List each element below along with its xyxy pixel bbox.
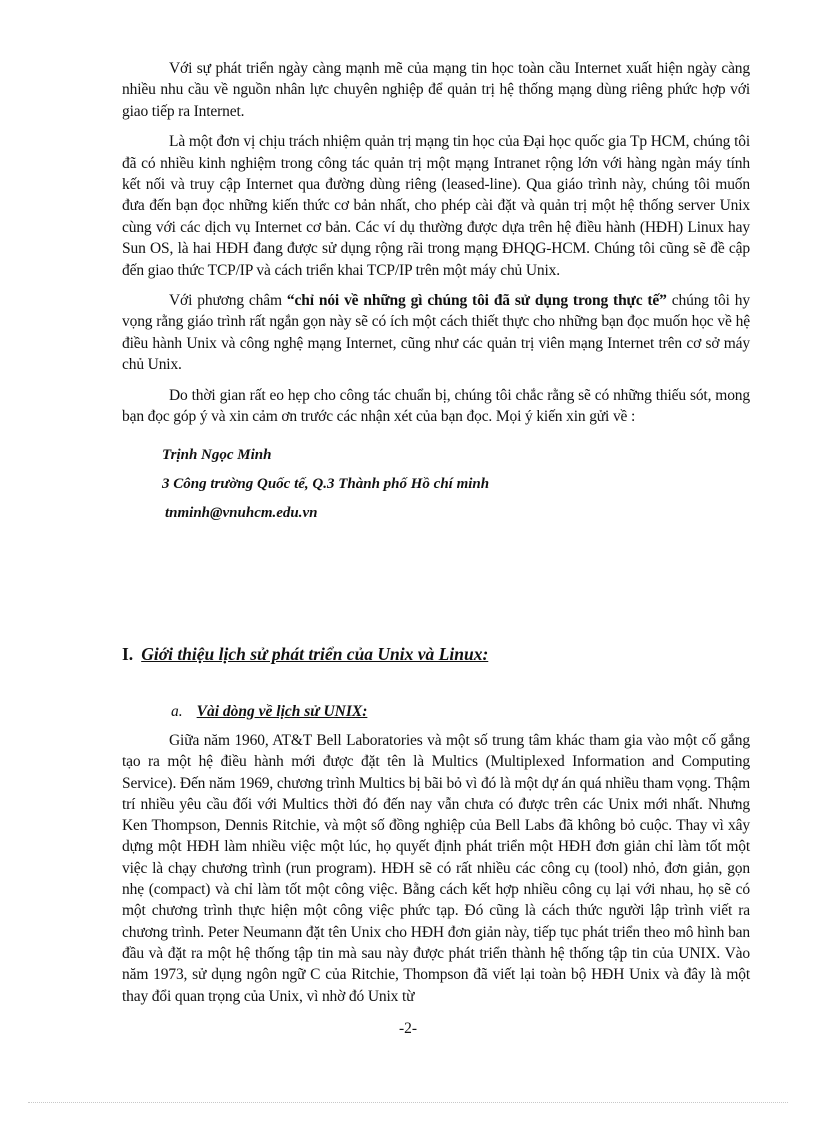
intro-paragraph-3-lead: Với phương châm xyxy=(169,292,287,310)
intro-paragraph-1: Với sự phát triển ngày càng mạnh mẽ của mạng tin học toàn cầu Internet xuất hiện ngày càng nhiều nhu cầu về nguồn nhân lực chuyên nghiệp để quản trị hệ thống mạng dùng riêng phức hợp với giao tiếp ra Internet. xyxy=(122,60,750,120)
subsection-title: Vài dòng về lịch sử UNIX: xyxy=(196,703,368,720)
subsection-heading xyxy=(171,703,367,721)
intro-paragraph-4: Do thời gian rất eo hẹp cho công tác chuẩn bị, chúng tôi chắc rằng sẽ có những thiếu sót, mong bạn đọc góp ý và xin cảm ơn trước các nhận xét của bạn đọc. Mọi ý kiến xin gửi về : xyxy=(122,386,750,426)
contact-email[interactable]: tnminh@vnuhcm.edu.vn xyxy=(165,504,318,521)
contact-address: 3 Công trường Quốc tế, Q.3 Thành phố Hồ chí minh xyxy=(162,475,490,492)
intro-paragraph-3 xyxy=(122,290,750,376)
preface-section xyxy=(122,58,750,533)
motto-quote: “chỉ nói về những gì chúng tôi đã sử dụng trong thực tế” xyxy=(286,292,667,310)
intro-paragraph-3-rest: chúng tôi hy vọng rằng giáo trình rất ngắn gọn này sẽ có ích một cách thiết thực cho những bạn đọc muốn học về hệ điều hành Unix và công nghệ mạng Internet, cũng như các quản trị viên mạng Internet trên cơ sở máy chủ Unix. xyxy=(122,292,750,374)
section-title: Giới thiệu lịch sử phát triển của Unix và Linux: xyxy=(141,644,489,664)
history-paragraph: Giữa năm 1960, AT&T Bell Laboratories và một số trung tâm khác tham gia vào một cố gắng tạo ra một hệ điều hành mới được đặt tên là Multics (Multiplexed Information and Computing Service). Đến năm 1969, chương trình Multics bị bãi bỏ vì đó là một dự án quá nhiều tham vọng. Thậm trí nhiều yêu cầu đối với Multics thời đó đến nay vẫn chưa có được trên các Unix mới nhất. Nhưng Ken Thompson, Dennis Ritchie, và một số đồng nghiệp của Bell Labs đã không bỏ cuộc. Thay vì xây dựng một HĐH làm nhiều việc một lúc, họ quyết định phát triển một HĐH đơn giản chỉ làm tốt một việc là chạy chương trình (run program). HĐH sẽ có rất nhiều các công cụ (tool) nhỏ, đơn giản, gọn nhẹ (compact) và chỉ làm tốt một công việc. Bằng cách kết hợp nhiều công cụ lại với nhau, họ sẽ có một chương trình thực hiện một công việc phức tạp. Đó cũng là cách thức người lập trình viết ra chương trình. Peter Neumann đặt tên Unix cho HĐH đơn giản này, tiếp tục phát triển theo mô hình ban đầu và đặt ra một hệ thống tập tin mà sau này được phát triển thành hệ thống tập tin của UNIX. Vào năm 1973, sử dụng ngôn ngữ C của Ritchie, Thompson đã viết lại toàn bộ HĐH Unix và đây là một thay đổi quan trọng của Unix, vì nhờ đó Unix từ xyxy=(122,732,750,1005)
history-section xyxy=(122,730,750,1016)
subsection-letter: a. xyxy=(171,703,183,720)
section-number: I. xyxy=(122,644,134,664)
contact-name: Trịnh Ngọc Minh xyxy=(162,446,272,463)
footer-divider xyxy=(28,1102,788,1103)
intro-paragraph-2: Là một đơn vị chịu trách nhiệm quản trị mạng tin học của Đại học quốc gia Tp HCM, chúng tôi đã có nhiều kinh nghiệm trong công tác quản trị một mạng Intranet rộng lớn với hàng ngàn máy tính kết nối và truy cập Internet qua đường dùng riêng (leased-line). Qua giáo trình này, chúng tôi muốn đưa đến bạn đọc những kiến thức cơ bản nhất, cho phép cài đặt và quản trị một hệ thống server Unix cùng với các dịch vụ Internet cơ bản. Các ví dụ thường được dựa trên hệ điều hành (HĐH) Linux hay Sun OS, là hai HĐH đang được sử dụng rộng rãi trong mạng ĐHQG-HCM. Chúng tôi cũng sẽ đề cập đến giao thức TCP/IP và cách triển khai TCP/IP trên một máy chủ Unix. xyxy=(122,133,750,279)
page-number: -2- xyxy=(398,1020,418,1037)
contact-block xyxy=(162,446,750,533)
section-heading xyxy=(122,644,488,665)
